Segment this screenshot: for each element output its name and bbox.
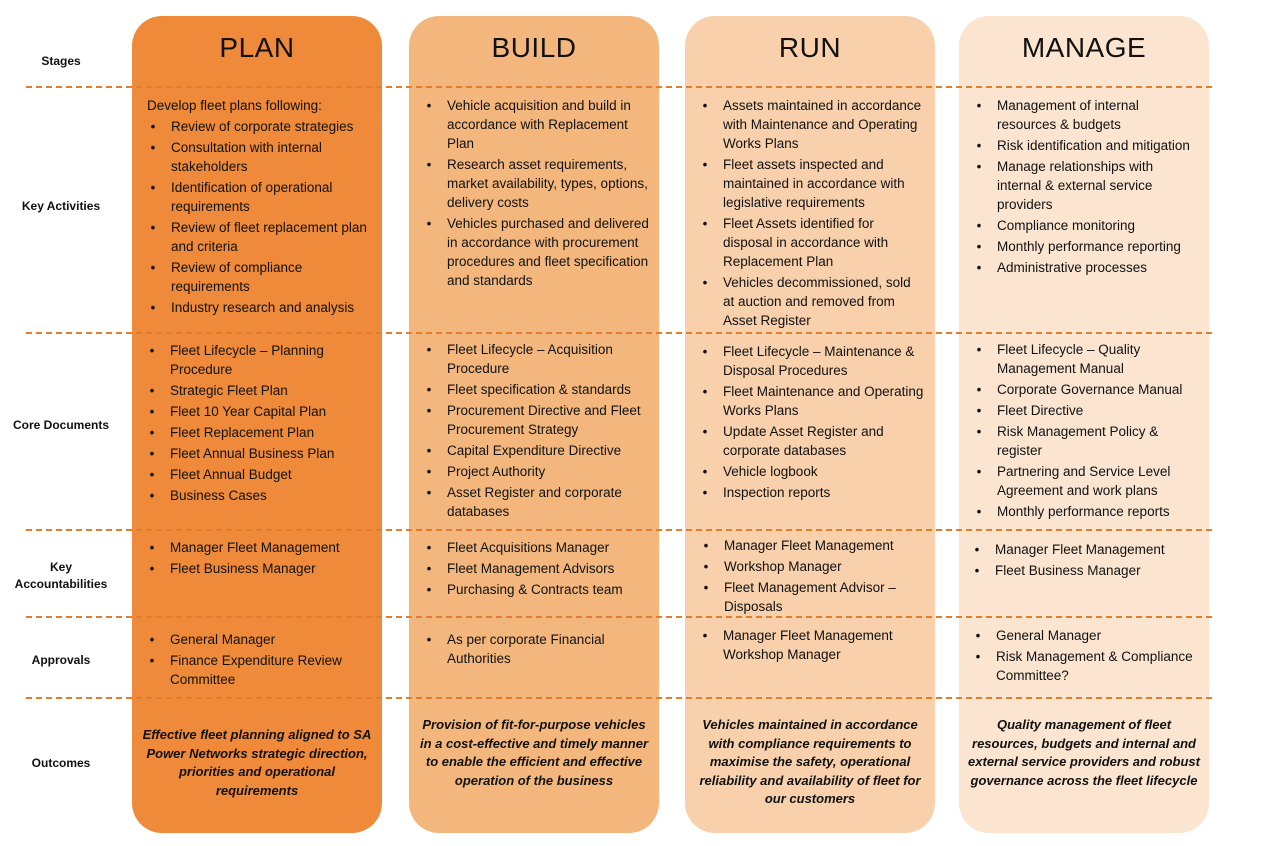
list-item: • Corporate Governance Manual (997, 380, 1199, 399)
list-item: • Fleet Annual Budget (170, 465, 372, 484)
list-item: • Vehicle logbook (723, 462, 925, 481)
stage-title-build: BUILD (491, 32, 577, 63)
row-label-core-documents: Core Documents (12, 418, 110, 432)
list-item: • Fleet Lifecycle – Maintenance & Disposal Procedures (723, 342, 925, 380)
row-label-key-accountabilities-line2: Accountabilities (14, 577, 108, 591)
list-item: • Update Asset Register and corporate databases (723, 422, 925, 460)
row-label-key-accountabilities-line1: Key (49, 560, 72, 574)
run-key-accountabilities (700, 536, 926, 618)
manage-core-documents (973, 340, 1199, 523)
list-item: • Fleet Maintenance and Operating Works Plans (723, 382, 925, 420)
row-label-approvals: Approvals (31, 653, 91, 667)
plan-approvals (146, 630, 372, 691)
list-item: • Risk Management Policy & register (997, 422, 1199, 460)
build-outcome: Provision of fit-for-purpose vehicles in a cost-effective and timely manner to enable the efficient and effective operation of the business (419, 717, 649, 788)
list-item: • Manage relationships with internal & external service providers (997, 157, 1199, 214)
list-item: • Fleet Assets identified for disposal in accordance with Replacement Plan (723, 214, 925, 271)
build-key-accountabilities (423, 538, 649, 601)
row-label-stages: Stages (41, 54, 81, 68)
row-label-outcomes: Outcomes (31, 756, 91, 770)
list-item: • Risk Management & Compliance Committee? (996, 647, 1198, 685)
row-divider (26, 86, 1212, 88)
list-item: • General Manager (996, 626, 1198, 645)
list-item: • Monthly performance reporting (997, 237, 1199, 256)
list-item: • Fleet Business Manager (170, 559, 372, 578)
row-divider (26, 529, 1212, 531)
list-item: • Vehicles purchased and delivered in accordance with procurement procedures and fleet specification and standards (447, 214, 649, 290)
list-item: • Strategic Fleet Plan (170, 381, 372, 400)
list-item: • Business Cases (170, 486, 372, 505)
list-item: • Fleet 10 Year Capital Plan (170, 402, 372, 421)
list-item: • Finance Expenditure Review Committee (170, 651, 372, 689)
list-item: • Fleet Annual Business Plan (170, 444, 372, 463)
run-approvals (699, 626, 899, 666)
list-item: • Fleet Lifecycle – Quality Management Manual (997, 340, 1199, 378)
list-item: • Fleet specification & standards (447, 380, 649, 399)
plan-key-accountabilities (146, 538, 372, 580)
build-key-activities (423, 96, 649, 292)
run-key-activities (699, 96, 925, 332)
list-item: • Capital Expenditure Directive (447, 441, 649, 460)
manage-outcome: Quality management of fleet resources, budgets and internal and external service providers and robust governance across the fleet lifecycle (968, 717, 1200, 788)
list-item: • Assets maintained in accordance with Maintenance and Operating Works Plans (723, 96, 925, 153)
list-item: • Consultation with internal stakeholders (171, 138, 373, 176)
list-item: • Asset Register and corporate databases (447, 483, 649, 521)
list-item: • Review of fleet replacement plan and criteria (171, 218, 373, 256)
run-core-documents (699, 342, 925, 504)
list-item: • Review of compliance requirements (171, 258, 373, 296)
plan-key-activities-intro: Develop fleet plans following: (147, 98, 322, 113)
build-core-documents (423, 340, 649, 523)
list-item: • Vehicle acquisition and build in accordance with Replacement Plan (447, 96, 649, 153)
list-item: • Industry research and analysis (171, 298, 373, 317)
list-item: • Purchasing & Contracts team (447, 580, 649, 599)
list-item: • Project Authority (447, 462, 649, 481)
list-item: • Partnering and Service Level Agreement and work plans (997, 462, 1199, 500)
stage-title-plan: PLAN (219, 32, 295, 63)
build-approvals (423, 630, 649, 670)
list-item: • Workshop Manager (724, 557, 926, 576)
list-item: • Compliance monitoring (997, 216, 1199, 235)
list-item: • Fleet Replacement Plan (170, 423, 372, 442)
manage-key-accountabilities (971, 540, 1197, 582)
list-item: • Manager Fleet Management (995, 540, 1197, 559)
list-item: • Fleet Business Manager (995, 561, 1197, 580)
list-item: • Manager Fleet Management (170, 538, 372, 557)
list-item: • Administrative processes (997, 258, 1199, 277)
list-item: • Procurement Directive and Fleet Procurement Strategy (447, 401, 649, 439)
plan-core-documents (146, 341, 372, 507)
list-item: • Fleet Management Advisor – Disposals (724, 578, 926, 616)
plan-key-activities (147, 96, 373, 319)
list-item: • Fleet Lifecycle – Planning Procedure (170, 341, 372, 379)
list-item: • Research asset requirements, market availability, types, options, delivery costs (447, 155, 649, 212)
list-item: • Fleet Management Advisors (447, 559, 649, 578)
row-label-key-activities: Key Activities (21, 199, 101, 213)
plan-outcome: Effective fleet planning aligned to SA Power Networks strategic direction, priorities and operational requirements (142, 727, 372, 798)
run-outcome: Vehicles maintained in accordance with compliance requirements to maximise the safety, operational reliability and availability of fleet for our customers (699, 717, 921, 806)
list-item: • Manager Fleet Management Workshop Manager (723, 626, 899, 664)
list-item: • Risk identification and mitigation (997, 136, 1199, 155)
manage-key-activities (973, 96, 1199, 279)
manage-approvals (972, 626, 1198, 687)
row-divider (26, 616, 1212, 618)
list-item: • Monthly performance reports (997, 502, 1199, 521)
list-item: • Management of internal resources & budgets (997, 96, 1199, 134)
list-item: • Fleet Lifecycle – Acquisition Procedure (447, 340, 649, 378)
row-label-key-accountabilities (0, 559, 122, 593)
list-item: • Fleet Acquisitions Manager (447, 538, 649, 557)
list-item: • Fleet Directive (997, 401, 1199, 420)
list-item: • Vehicles decommissioned, sold at auction and removed from Asset Register (723, 273, 925, 330)
list-item: • As per corporate Financial Authorities (447, 630, 649, 668)
stage-title-run: RUN (778, 32, 842, 63)
list-item: • Fleet assets inspected and maintained in accordance with legislative requirements (723, 155, 925, 212)
list-item: • Inspection reports (723, 483, 925, 502)
list-item: • General Manager (170, 630, 372, 649)
stage-title-manage: MANAGE (1021, 32, 1147, 63)
row-divider (26, 697, 1212, 699)
list-item: • Identification of operational requirements (171, 178, 373, 216)
row-divider (26, 332, 1212, 334)
list-item: • Review of corporate strategies (171, 117, 373, 136)
list-item: • Manager Fleet Management (724, 536, 926, 555)
